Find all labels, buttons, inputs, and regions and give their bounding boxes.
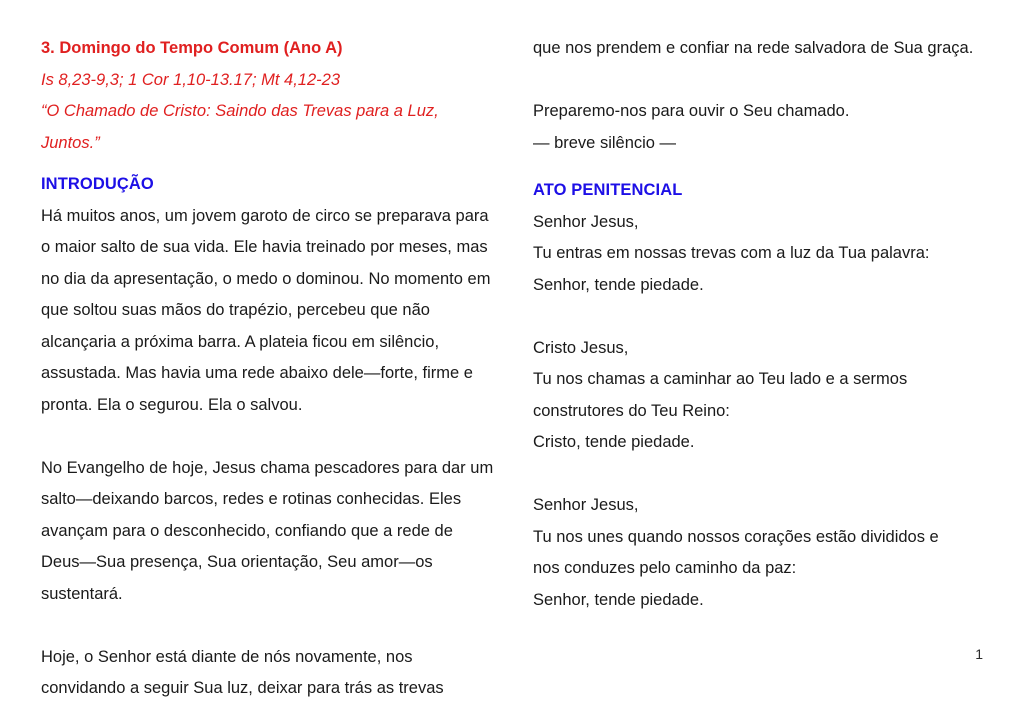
invocation-petition-line: Tu nos chamas a caminhar ao Teu lado e a sermos xyxy=(533,370,908,388)
theme-quote: “O Chamado de Cristo: Saindo das Trevas para a Luz, Juntos.” xyxy=(41,102,439,152)
spacer xyxy=(533,301,984,333)
invocation-address: Senhor Jesus, xyxy=(533,212,639,231)
spacer xyxy=(533,459,984,491)
invocation-address: Senhor Jesus, xyxy=(533,496,639,514)
penitential-invocation xyxy=(533,490,984,616)
invocation-petition-line: Tu nos unes quando nossos corações estão divididos e xyxy=(533,527,939,546)
spacer xyxy=(41,610,494,642)
rubric-brief-silence: — breve silêncio — xyxy=(533,133,677,152)
invocation-response: Senhor, tende piedade. xyxy=(533,590,704,609)
invocation-address: Cristo Jesus, xyxy=(533,338,629,357)
intro-paragraph-2: No Evangelho de hoje, Jesus chama pescadores para dar um salto—deixando barcos, redes e rotinas conhecidas. Eles avançam para o desconhecido, confiando que a rede de Deus—Sua presença, Sua orientação, Seu amor—os sustentará. xyxy=(41,458,494,603)
spacer xyxy=(533,65,984,97)
spacer xyxy=(533,159,984,175)
spacer xyxy=(41,421,494,453)
right-column xyxy=(512,0,1024,616)
penitential-invocation xyxy=(533,207,984,302)
penitential-invocation xyxy=(533,333,984,459)
invocation-response: Cristo, tende piedade. xyxy=(533,433,695,451)
intro-paragraph-3: Hoje, o Senhor está diante de nós novamente, nos convidando a seguir Sua luz, deixar para trás as trevas xyxy=(41,647,444,697)
document-heading: 3. Domingo do Tempo Comum (Ano A) xyxy=(41,39,343,57)
invocation-petition-line: construtores do Teu Reino: xyxy=(533,401,730,420)
page-number: 1 xyxy=(975,646,983,662)
invocation-petition-line: Tu entras em nossas trevas com a luz da Tua palavra: xyxy=(533,244,930,262)
invocation-response: Senhor, tende piedade. xyxy=(533,275,704,294)
intro-paragraph-3-continued: que nos prendem e confiar na rede salvadora de Sua graça. xyxy=(533,39,974,57)
left-column xyxy=(0,0,512,705)
scripture-readings: Is 8,23-9,3; 1 Cor 1,10-13.17; Mt 4,12-23 xyxy=(41,70,341,89)
section-title-ato-penitencial: ATO PENITENCIAL xyxy=(533,181,683,199)
spacer xyxy=(41,159,494,169)
section-title-introducao: INTRODUÇÃO xyxy=(41,175,154,193)
intro-paragraph-1: Há muitos anos, um jovem garoto de circo se preparava para o maior salto de sua vida. Ele havia treinado por meses, mas no dia da apresentação, o medo o dominou. No momento em que soltou suas mãos do trapézio, percebeu que não alcançaria a próxima barra. A plateia ficou em silêncio, assustada. Mas havia uma rede abaixo dele—forte, firme e pronta. Ela o segurou. Ela o salvou. xyxy=(41,206,491,414)
invitation-line: Preparemo-nos para ouvir o Seu chamado. xyxy=(533,102,850,120)
invocation-petition-line: nos conduzes pelo caminho da paz: xyxy=(533,559,797,577)
